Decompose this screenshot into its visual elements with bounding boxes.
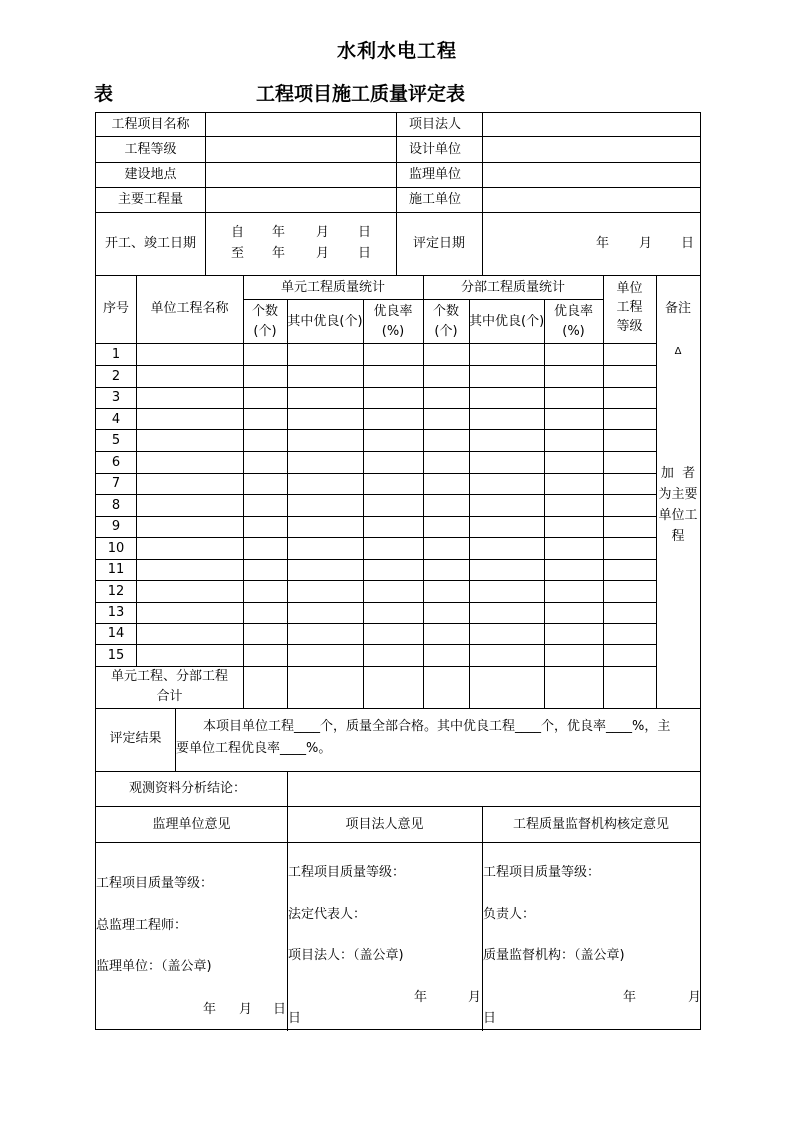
- eval-month: 月: [639, 236, 653, 251]
- rule-h: [96, 644, 656, 645]
- col1-unit: 监理单位：（盖公章): [96, 959, 212, 974]
- row-number: 5: [111, 433, 121, 448]
- col2-rep: 法定代表人：: [288, 907, 367, 922]
- seq-header: 序号: [102, 301, 129, 316]
- rule-h: [96, 602, 656, 603]
- to-month: 月: [316, 246, 330, 261]
- col2-grade: 工程项目质量等级：: [288, 865, 406, 880]
- construction-unit-label: 施工单位: [409, 192, 462, 207]
- rule-h: [96, 408, 656, 409]
- part-rate-unit: (%): [562, 324, 585, 339]
- unit-count-header: 个数: [251, 304, 278, 319]
- rule-v: [423, 275, 424, 708]
- rule-v: [469, 299, 470, 708]
- from-label: 自: [231, 225, 245, 240]
- row-number: 13: [107, 605, 125, 620]
- rule-v: [287, 299, 288, 708]
- from-day: 日: [358, 225, 372, 240]
- part-stats-header: 分部工程质量统计: [460, 280, 565, 295]
- col3-agency: 质量监督机构：（盖公章): [483, 948, 625, 963]
- col3-month: 月: [688, 990, 702, 1005]
- rule-h: [96, 666, 656, 667]
- col2-month: 月: [468, 990, 482, 1005]
- agency-opinion-title: 工程质量监督机构核定意见: [512, 817, 669, 832]
- rule-v: [603, 275, 604, 708]
- col3-day: 日: [483, 1011, 497, 1026]
- form-title: 工程项目施工质量评定表: [256, 83, 466, 105]
- rule-h: [96, 187, 700, 188]
- col3-grade: 工程项目质量等级：: [483, 865, 601, 880]
- table-prefix: 表: [94, 83, 114, 105]
- row-number: 1: [111, 347, 121, 362]
- row-number: 11: [107, 562, 125, 577]
- unit-grade-header: 单位 工程 等级: [616, 281, 643, 334]
- row-number: 12: [107, 584, 125, 599]
- result-line1: 本项目单位工程____个，质量全部合格。其中优良工程____个，优良率____%，主: [203, 719, 671, 734]
- rule-h: [96, 212, 700, 213]
- unit-excellent-header: 其中优良(个): [287, 314, 363, 329]
- owner-opinion-title: 项目法人意见: [345, 817, 424, 832]
- col1-month: 月: [239, 1002, 253, 1017]
- rule-v: [175, 708, 176, 771]
- from-year: 年: [272, 225, 286, 240]
- col1-day: 日: [273, 1002, 287, 1017]
- col2-day: 日: [288, 1011, 302, 1026]
- remarks-header: 备注: [664, 301, 691, 316]
- main-quantity-label: 主要工程量: [117, 192, 183, 207]
- rule-h: [96, 275, 700, 276]
- eval-date-label: 评定日期: [413, 236, 466, 251]
- rule-h: [96, 136, 700, 137]
- rule-v: [205, 113, 206, 212]
- rule-h: [96, 537, 656, 538]
- grade-label: 工程等级: [124, 142, 177, 157]
- result-line2: 要单位工程优良率____%。: [176, 741, 332, 756]
- rule-h: [96, 771, 700, 772]
- rule-h: [96, 387, 656, 388]
- design-unit-label: 设计单位: [409, 142, 462, 157]
- to-year: 年: [272, 246, 286, 261]
- quality-evaluation-form: [95, 112, 701, 1030]
- total-label-line2: 合计: [156, 689, 183, 704]
- rule-h: [96, 494, 656, 495]
- part-rate-header: 优良率: [553, 304, 593, 319]
- row-number: 7: [111, 476, 121, 491]
- rule-v: [136, 275, 137, 666]
- col3-year: 年: [623, 990, 637, 1005]
- col1-engineer: 总监理工程师：: [96, 918, 188, 933]
- row-number: 6: [111, 455, 121, 470]
- part-excellent-header: 其中优良(个): [469, 314, 544, 329]
- row-number: 10: [107, 541, 125, 556]
- rule-h: [96, 806, 700, 807]
- rule-h: [96, 708, 700, 709]
- eval-day: 日: [681, 236, 695, 251]
- total-label-line1: 单元工程、分部工程: [110, 669, 228, 684]
- rule-v: [287, 771, 288, 806]
- rule-v: [243, 275, 244, 708]
- unit-count-unit: (个): [253, 324, 277, 339]
- unit-stats-header: 单元工程质量统计: [280, 280, 385, 295]
- part-count-unit: (个): [434, 324, 458, 339]
- row-number: 9: [111, 519, 121, 534]
- rule-h: [96, 559, 656, 560]
- row-number: 4: [111, 412, 121, 427]
- rule-h: [96, 365, 656, 366]
- rule-h: [96, 473, 656, 474]
- rule-h: [96, 429, 656, 430]
- part-count-header: 个数: [432, 304, 459, 319]
- rule-h: [96, 623, 656, 624]
- analysis-label: 观测资料分析结论：: [129, 781, 247, 796]
- supervision-unit-label: 监理单位: [409, 167, 462, 182]
- row-number: 15: [107, 648, 125, 663]
- to-label: 至: [231, 246, 245, 261]
- rule-h: [96, 842, 700, 843]
- rule-v: [482, 113, 483, 275]
- document-title: 水利水电工程: [336, 40, 457, 62]
- result-label: 评定结果: [109, 731, 162, 746]
- to-day: 日: [358, 246, 372, 261]
- eval-year: 年: [596, 236, 610, 251]
- rule-v: [396, 113, 397, 275]
- rule-h: [96, 162, 700, 163]
- rule-h: [96, 451, 656, 452]
- col3-person: 负责人：: [483, 907, 536, 922]
- rule-v: [544, 299, 545, 708]
- remarks-note: 加 者 为主要 单位工 程: [658, 466, 698, 544]
- unit-rate-header: 优良率: [373, 304, 413, 319]
- unit-name-header: 单位工程名称: [150, 301, 229, 316]
- supervision-opinion-title: 监理单位意见: [152, 817, 231, 832]
- triangle-mark: Δ: [674, 346, 682, 357]
- unit-rate-unit: (%): [381, 324, 405, 339]
- rule-h: [96, 343, 656, 344]
- rule-v: [363, 299, 364, 708]
- row-number: 14: [107, 626, 125, 641]
- rule-v: [205, 212, 206, 275]
- row-number: 2: [111, 369, 121, 384]
- dates-label: 开工、竣工日期: [104, 236, 196, 251]
- row-number: 8: [111, 498, 121, 513]
- location-label: 建设地点: [124, 167, 177, 182]
- from-month: 月: [316, 225, 330, 240]
- row-number: 3: [111, 390, 121, 405]
- rule-h: [96, 516, 656, 517]
- rule-h: [96, 580, 656, 581]
- project-name-label: 工程项目名称: [111, 117, 190, 132]
- col1-year: 年: [203, 1002, 217, 1017]
- col2-owner: 项目法人：（盖公章): [288, 948, 404, 963]
- col1-grade: 工程项目质量等级：: [96, 876, 214, 891]
- project-owner-label: 项目法人: [409, 117, 462, 132]
- col2-year: 年: [414, 990, 428, 1005]
